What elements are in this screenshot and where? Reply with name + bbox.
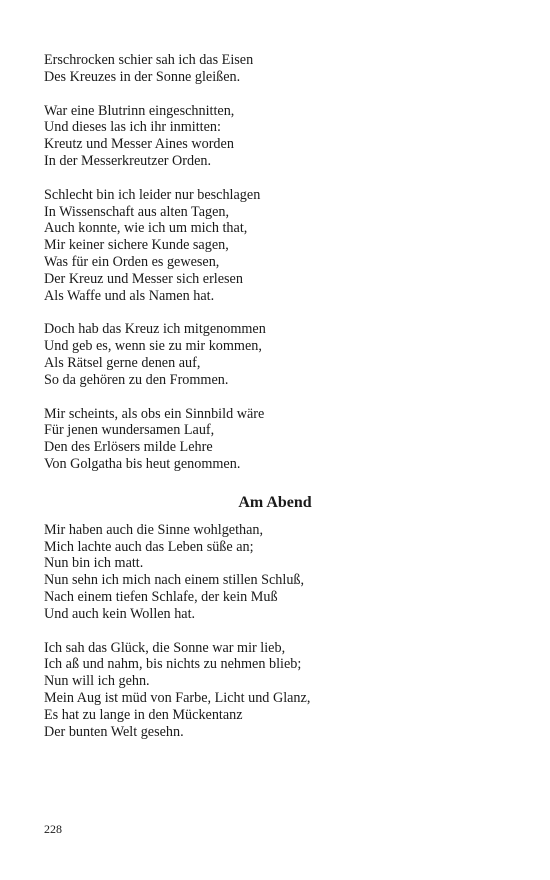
verse-line: Des Kreuzes in der Sonne gleißen. (44, 68, 241, 85)
verse-line: Auch konnte, wie ich um mich that, (44, 220, 248, 237)
verse-line: Ich sah das Glück, die Sonne war mir lieb, (44, 639, 286, 656)
verse-line: Als Waffe und als Namen hat. (44, 287, 215, 304)
verse-line: Doch hab das Kreuz ich mitgenommen (44, 321, 266, 338)
stanza (44, 187, 506, 305)
verse-line: Und auch kein Wollen hat. (44, 605, 196, 622)
verse-line: Und dieses las ich ihr inmitten: (44, 119, 221, 136)
verse-line: Mich lachte auch das Leben süße an; (44, 538, 254, 555)
verse-line: Kreutz und Messer Aines worden (44, 136, 234, 153)
stanza (44, 640, 506, 741)
verse-line: Den des Erlösers milde Lehre (44, 439, 213, 456)
verse-line: Nach einem tiefen Schlafe, der kein Muß (44, 588, 278, 605)
poem-continued (44, 52, 506, 473)
verse-line: Als Rätsel gerne denen auf, (44, 354, 201, 371)
verse-line: Erschrocken schier sah ich das Eisen (44, 52, 254, 68)
stanza (44, 103, 506, 170)
verse-line: Der bunten Welt gesehn. (44, 723, 184, 740)
verse-line: Für jenen wundersamen Lauf, (44, 422, 215, 439)
verse-line: Es hat zu lange in den Mückentanz (44, 706, 243, 723)
page-content (44, 52, 506, 757)
verse-line: Und geb es, wenn sie zu mir kommen, (44, 338, 262, 355)
verse-line: Was für ein Orden es gewesen, (44, 253, 220, 270)
verse-line: In Wissenschaft aus alten Tagen, (44, 203, 230, 220)
poem-am-abend (44, 493, 506, 741)
verse-line: Nun will ich gehn. (44, 673, 150, 690)
stanza (44, 406, 506, 473)
verse-line: So da gehören zu den Frommen. (44, 371, 229, 388)
verse-line: Nun sehn ich mich nach einem stillen Schluß, (44, 572, 305, 589)
verse-line: Ich aß und nahm, bis nichts zu nehmen blieb; (44, 656, 302, 673)
verse-line: Mir keiner sichere Kunde sagen, (44, 237, 229, 254)
stanza (44, 321, 506, 388)
verse-line: Von Golgatha bis heut genommen. (44, 455, 241, 472)
verse-line: Mein Aug ist müd von Farbe, Licht und Glanz, (44, 689, 311, 706)
stanza (44, 522, 506, 623)
verse-line: Der Kreuz und Messer sich erlesen (44, 270, 243, 287)
verse-line: Mir scheints, als obs ein Sinnbild wäre (44, 405, 265, 422)
page-number: 228 (44, 822, 62, 836)
verse-line: In der Messerkreutzer Orden. (44, 152, 212, 169)
verse-line: War eine Blutrinn eingeschnitten, (44, 102, 235, 119)
stanza (44, 52, 506, 86)
poem-title: Am Abend (238, 493, 312, 511)
verse-line: Mir haben auch die Sinne wohlgethan, (44, 521, 264, 538)
verse-line: Schlecht bin ich leider nur beschlagen (44, 186, 261, 203)
verse-line: Nun bin ich matt. (44, 555, 144, 572)
